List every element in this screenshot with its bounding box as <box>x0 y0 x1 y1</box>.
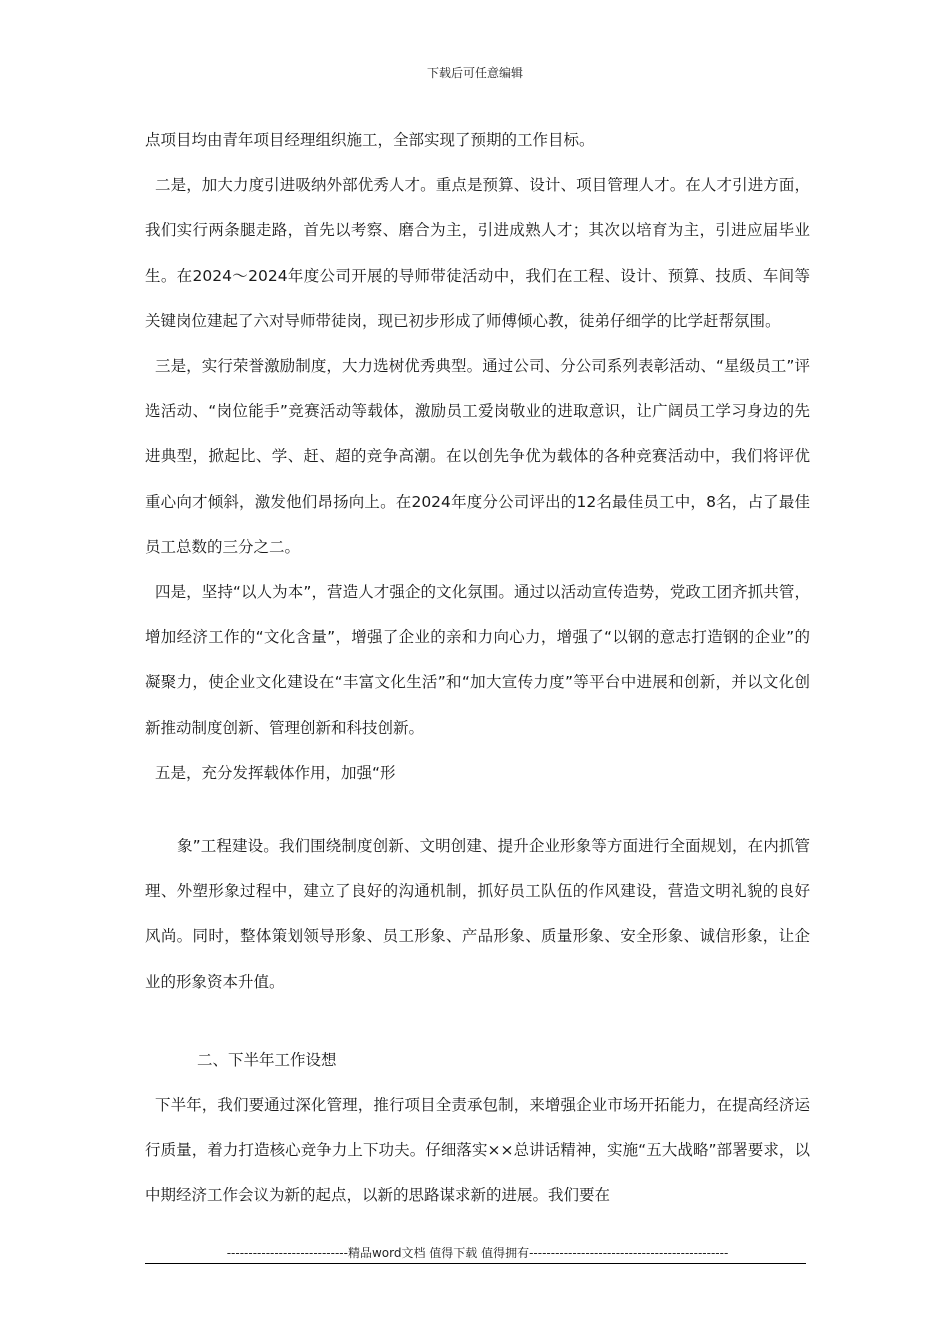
paragraph: 象”工程建设。我们围绕制度创新、文明创建、提升企业形象等方面进行全面规划，在内抓管理、外塑形象过程中，建立了良好的沟通机制，抓好员工队伍的作风建设，营造文明礼貌的良好风尚。同时，整体策划领导形象、员工形象、产品形象、质量形象、安全形象、诚信形象，让企业的形象资本升值。 <box>145 837 810 991</box>
paragraph: 三是，实行荣誉激励制度，大力选树优秀典型。通过公司、分公司系列表彰活动、“星级员工”评选活动、“岗位能手”竞赛活动等载体，激励员工爱岗敬业的进取意识，让广阔员工学习身边的先进典型，掀起比、学、赶、超的竞争高潮。在以创先争优为载体的各种竞赛活动中，我们将评优重心向才倾斜，激发他们昂扬向上。在2024年度分公司评出的12名最佳员工中，8名，占了最佳员工总数的三分之二。 <box>145 357 810 556</box>
paragraph: 四是，坚持“以人为本”，营造人才强企的文化氛围。通过以活动宣传造势，党政工团齐抓共管，增加经济工作的“文化含量”，增强了企业的亲和力向心力，增强了“以钢的意志打造钢的企业”的凝聚力，使企业文化建设在“丰富文化生活”和“加大宣传力度”等平台中进展和创新，并以文化创新推动制度创新、管理创新和科技创新。 <box>145 583 810 737</box>
paragraph: 下半年，我们要通过深化管理，推行项目全责承包制，来增强企业市场开拓能力，在提高经济运行质量，着力打造核心竞争力上下功夫。仔细落实××总讲话精神，实施“五大战略”部署要求，以中期经济工作会议为新的起点，以新的思路谋求新的进展。我们要在 <box>145 1096 810 1205</box>
page-footer: ----------------------------精品word文档 值得下载 值得拥有---------------------------------------------- <box>226 1246 729 1260</box>
page-header: 下载后可任意编辑 <box>426 66 523 80</box>
paragraph: 五是，充分发挥载体作用，加强“形 <box>155 763 396 782</box>
paragraph-gap <box>145 1005 810 1033</box>
paragraph-gap <box>145 796 810 824</box>
paragraph: 二是，加大力度引进吸纳外部优秀人才。重点是预算、设计、项目管理人才。在人才引进方面，我们实行两条腿走路，首先以考察、磨合为主，引进成熟人才；其次以培育为主，引进应届毕业生。在2024～2024年度公司开展的导师带徒活动中，我们在工程、设计、预算、技质、车间等关键岗位建起了六对导师带徒岗，现已初步形成了师傅倾心教，徒弟仔细学的比学赶帮氛围。 <box>145 176 810 330</box>
document-body <box>145 118 810 1219</box>
section-heading: 二、下半年工作设想 <box>197 1050 337 1069</box>
footer-divider <box>145 1263 806 1264</box>
paragraph: 点项目均由青年项目经理组织施工，全部实现了预期的工作目标。 <box>145 131 595 149</box>
